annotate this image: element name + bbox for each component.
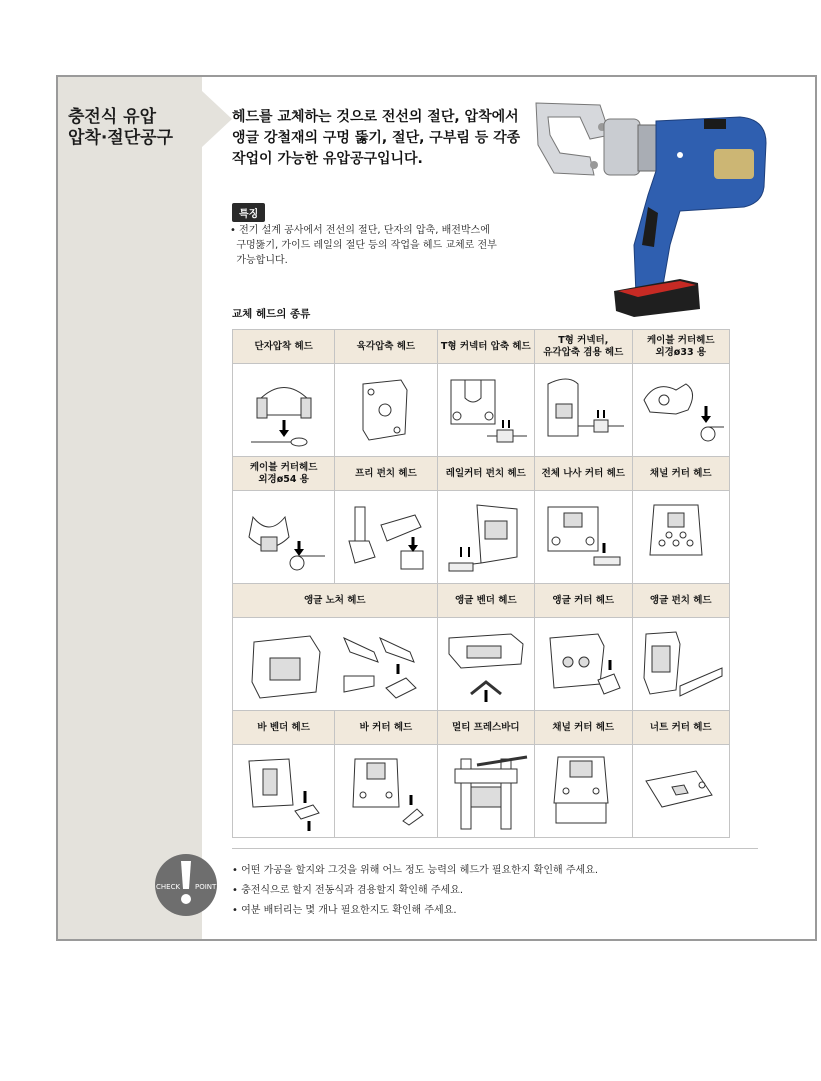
heads-section-title: 교체 헤드의 종류: [232, 308, 311, 320]
head-drawing: [335, 491, 437, 584]
head-drawing: [632, 618, 730, 711]
intro-line3: 작업이 가능한 유압공구입니다.: [232, 151, 423, 167]
section-title: [68, 107, 173, 149]
head-drawing: [535, 364, 632, 457]
head-drawing: [632, 364, 730, 457]
head-cell: 너트 커터 헤드: [632, 711, 730, 745]
checkpoint-label-left: CHECK: [156, 883, 181, 891]
head-cell: 케이블 커터헤드 외경ø33 용: [632, 330, 730, 364]
checkpoint-notes: [232, 861, 598, 921]
intro-text: [232, 107, 522, 170]
head-drawing: [335, 745, 437, 838]
page-frame: [56, 75, 817, 941]
head-cell: T형 커넥터 압축 헤드: [437, 330, 534, 364]
table-row: [233, 330, 730, 364]
checkpoint-note: • 어떤 가공을 할지와 그것을 위해 어느 정도 능력의 헤드가 필요한지 확인해 주세요.: [232, 865, 599, 876]
feature-line1: • 전기 설계 공사에서 전선의 절단, 단자의 압축, 배전박스에: [230, 225, 490, 236]
head-drawing: [437, 491, 534, 584]
checkpoint-exclamation-icon: [154, 853, 218, 917]
head-cell: 레일커터 펀치 헤드: [437, 457, 534, 491]
table-row: [233, 745, 730, 838]
table-row: [233, 364, 730, 457]
table-row: [233, 491, 730, 584]
head-cell: 앵글 벤더 헤드: [437, 584, 534, 618]
head-drawing: [437, 618, 534, 711]
head-drawing: [437, 745, 534, 838]
feature-line2: 구멍뚫기, 가이드 레일의 절단 등의 작업을 헤드 교체로 전부: [230, 240, 497, 251]
section-title-line1: 충전식 유압: [68, 107, 157, 127]
sidebar: [58, 77, 202, 939]
feature-text: [230, 223, 520, 268]
head-cell: 앵글 커터 헤드: [535, 584, 632, 618]
intro-line1: 헤드를 교체하는 것으로 전선의 절단, 압착에서: [232, 109, 519, 125]
head-cell: 케이블 커터헤드 외경ø54 용: [233, 457, 335, 491]
head-cell: 채널 커터 헤드: [632, 457, 730, 491]
table-row: [233, 584, 730, 618]
head-cell: 앵글 펀치 헤드: [632, 584, 730, 618]
checkpoint-note: • 여분 배터리는 몇 개나 필요한지도 확인해 주세요.: [232, 905, 457, 916]
checkpoint-note: • 충전식으로 할지 전동식과 겸용할지 확인해 주세요.: [232, 885, 464, 896]
head-drawing: [233, 618, 438, 711]
head-cell: 채널 커터 헤드: [535, 711, 632, 745]
head-cell: 멀티 프레스바디: [437, 711, 534, 745]
table-row: [233, 711, 730, 745]
head-cell: 단자압착 헤드: [233, 330, 335, 364]
head-drawing: [535, 745, 632, 838]
head-drawing: [535, 491, 632, 584]
table-row: [233, 457, 730, 491]
head-drawing: [233, 364, 335, 457]
tool-photo: [530, 95, 770, 317]
head-drawing: [233, 491, 335, 584]
feature-line3: 가능합니다.: [230, 255, 288, 266]
head-cell: 전체 나사 커터 헤드: [535, 457, 632, 491]
head-drawing: [632, 745, 730, 838]
divider: [232, 848, 758, 849]
head-drawing: [535, 618, 632, 711]
table-row: [233, 618, 730, 711]
section-title-line2: 압착·절단공구: [68, 128, 173, 148]
feature-badge: 특징: [232, 203, 265, 222]
head-drawing: [437, 364, 534, 457]
head-drawing: [335, 364, 437, 457]
head-drawing: [632, 491, 730, 584]
checkpoint-label-right: POINT: [195, 883, 217, 891]
head-cell: T형 커넥터, 유각압축 겸용 헤드: [535, 330, 632, 364]
head-cell: 바 커터 헤드: [335, 711, 437, 745]
head-cell: 육각압축 헤드: [335, 330, 437, 364]
head-cell: 바 벤더 헤드: [233, 711, 335, 745]
head-cell: 프리 펀치 헤드: [335, 457, 437, 491]
head-cell: 앵글 노처 헤드: [233, 584, 438, 618]
heads-table: [232, 329, 730, 838]
intro-line2: 앵글 강철재의 구멍 뚫기, 절단, 구부림 등 각종: [232, 130, 521, 146]
head-drawing: [233, 745, 335, 838]
